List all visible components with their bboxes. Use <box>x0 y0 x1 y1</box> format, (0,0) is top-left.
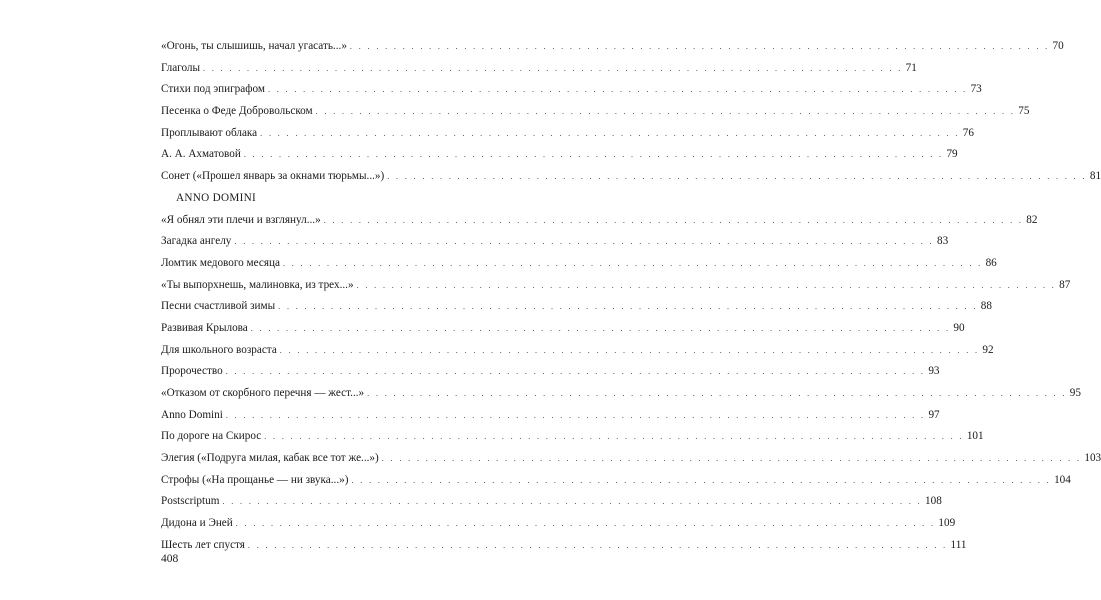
toc-entry <box>161 36 1064 58</box>
toc-entry <box>161 123 974 145</box>
toc-entry-title: «Я обнял эти плечи и взглянул...» <box>161 213 321 226</box>
dot-leader: . . . . . . . . . . . . . . . . . . . . . . . . . . . . . . . . . . . . . . . . . . . . . . . . . . . . . . . . . . . . . . . . . . . . . . . . . . . . . . . . <box>351 475 1052 485</box>
toc-entry-title: По дороге на Скирос <box>161 430 262 443</box>
toc-entry-page: 71 <box>905 61 917 74</box>
toc-entry-page: 86 <box>985 256 997 269</box>
toc-entry <box>161 405 940 427</box>
toc-entry-title: «Огонь, ты слышишь, начал угасать...» <box>161 40 347 52</box>
toc-entry-title: Проплывают облака <box>161 126 258 139</box>
dot-leader: . . . . . . . . . . . . . . . . . . . . . . . . . . . . . . . . . . . . . . . . . . . . . . . . . . . . . . . . . . . . . . . . . . . . . . . . . . . . . . . . <box>381 454 1082 464</box>
toc-entry-page: 90 <box>953 321 965 334</box>
toc-entry-page: 83 <box>937 235 949 248</box>
dot-leader: . . . . . . . . . . . . . . . . . . . . . . . . . . . . . . . . . . . . . . . . . . . . . . . . . . . . . . . . . . . . . . . . . . . . . . . . . . . . . . . . <box>203 63 903 73</box>
dot-leader: . . . . . . . . . . . . . . . . . . . . . . . . . . . . . . . . . . . . . . . . . . . . . . . . . . . . . . . . . . . . . . . . . . . . . . . . . . . . . . . . <box>282 258 983 268</box>
toc-entry-title: Строфы («На прощанье — ни звука...») <box>161 473 349 486</box>
toc-entry-page: 92 <box>982 343 994 356</box>
toc-entry <box>161 361 940 383</box>
toc-entry-title: Дидона и Эней <box>161 517 233 530</box>
dot-leader: . . . . . . . . . . . . . . . . . . . . . . . . . . . . . . . . . . . . . . . . . . . . . . . . . . . . . . . . . . . . . . . . . . . . . . . . . . . . . . . . <box>323 215 1024 225</box>
toc-entry <box>161 340 994 362</box>
toc-entry <box>161 491 942 513</box>
toc-entry-page: 87 <box>1059 278 1071 291</box>
toc-entry-page: 76 <box>962 126 974 139</box>
toc-entry-page: 97 <box>928 408 940 421</box>
toc-entry-page: 101 <box>966 430 984 443</box>
toc-entry <box>161 470 1071 492</box>
toc-entry <box>161 210 1038 232</box>
toc-entry-title: Песенка о Феде Добровольском <box>161 105 313 118</box>
toc-entry <box>161 448 1101 470</box>
toc-entry <box>161 231 949 253</box>
dot-leader: . . . . . . . . . . . . . . . . . . . . . . . . . . . . . . . . . . . . . . . . . . . . . . . . . . . . . . . . . . . . . . . . . . . . . . . . . . . . . . . . <box>315 107 1016 117</box>
toc-entry-page: 81 <box>1089 170 1101 183</box>
toc-entry-title: Пророчество <box>161 365 223 378</box>
dot-leader: . . . . . . . . . . . . . . . . . . . . . . . . . . . . . . . . . . . . . . . . . . . . . . . . . . . . . . . . . . . . . . . . . . . . . . . . . . . . . . . . <box>367 389 1067 398</box>
toc-entry-title: Глаголы <box>161 61 201 74</box>
page-number: 408 <box>161 553 179 565</box>
toc-entry-title: Anno Domini <box>161 408 223 421</box>
toc-entry-title: Загадка ангелу <box>161 235 232 248</box>
toc-entry-page: 111 <box>950 538 967 551</box>
toc-entry-page: 104 <box>1054 473 1071 486</box>
toc-entry-page: 70 <box>1052 40 1064 52</box>
toc-entry <box>161 166 1101 188</box>
dot-leader: . . . . . . . . . . . . . . . . . . . . . . . . . . . . . . . . . . . . . . . . . . . . . . . . . . . . . . . . . . . . . . . . . . . . . . . . . . . . . . . . <box>222 497 923 507</box>
toc-entry-title: Шесть лет спустя <box>161 538 245 551</box>
toc-entry-title: Сонет («Прошел январь за окнами тюрьмы...») <box>161 170 385 183</box>
toc-entry-page: 95 <box>1069 387 1081 399</box>
dot-leader: . . . . . . . . . . . . . . . . . . . . . . . . . . . . . . . . . . . . . . . . . . . . . . . . . . . . . . . . . . . . . . . . . . . . . . . . . . . . . . . . <box>247 540 948 550</box>
dot-leader: . . . . . . . . . . . . . . . . . . . . . . . . . . . . . . . . . . . . . . . . . . . . . . . . . . . . . . . . . . . . . . . . . . . . . . . . . . . . . . . . <box>278 302 978 312</box>
toc-entry-title: Стихи под эпиграфом <box>161 83 265 96</box>
toc-entry-title: Песни счастливой зимы <box>161 300 276 313</box>
dot-leader: . . . . . . . . . . . . . . . . . . . . . . . . . . . . . . . . . . . . . . . . . . . . . . . . . . . . . . . . . . . . . . . . . . . . . . . . . . . . . . . . <box>243 150 944 160</box>
toc-entry-title: А. А. Ахматовой <box>161 148 241 161</box>
dot-leader: . . . . . . . . . . . . . . . . . . . . . . . . . . . . . . . . . . . . . . . . . . . . . . . . . . . . . . . . . . . . . . . . . . . . . . . . . . . . . . . . <box>279 345 980 355</box>
dot-leader: . . . . . . . . . . . . . . . . . . . . . . . . . . . . . . . . . . . . . . . . . . . . . . . . . . . . . . . . . . . . . . . . . . . . . . . . . . . . . . . . <box>234 237 934 247</box>
dot-leader: . . . . . . . . . . . . . . . . . . . . . . . . . . . . . . . . . . . . . . . . . . . . . . . . . . . . . . . . . . . . . . . . . . . . . . . . . . . . . . . . <box>264 432 964 442</box>
dot-leader: . . . . . . . . . . . . . . . . . . . . . . . . . . . . . . . . . . . . . . . . . . . . . . . . . . . . . . . . . . . . . . . . . . . . . . . . . . . . . . . . <box>356 280 1057 290</box>
toc-entry-title: Ломтик медового месяца <box>161 256 280 269</box>
toc-entry <box>161 426 984 448</box>
toc-entries-group <box>161 210 1101 557</box>
toc-entry-page: 88 <box>980 300 992 313</box>
toc-entry-title: Развивая Крылова <box>161 321 248 334</box>
toc-entry <box>161 296 992 318</box>
toc-entry-page: 93 <box>928 365 940 378</box>
toc-entry <box>161 318 965 340</box>
dot-leader: . . . . . . . . . . . . . . . . . . . . . . . . . . . . . . . . . . . . . . . . . . . . . . . . . . . . . . . . . . . . . . . . . . . . . . . . . . . . . . . . <box>250 323 951 333</box>
dot-leader: . . . . . . . . . . . . . . . . . . . . . . . . . . . . . . . . . . . . . . . . . . . . . . . . . . . . . . . . . . . . . . . . . . . . . . . . . . . . . . . . <box>260 128 960 138</box>
toc-entry-title: Для школьного возраста <box>161 343 277 356</box>
toc-entry-title: Элегия («Подруга милая, кабак все тот же...») <box>161 452 379 465</box>
toc-entry <box>161 275 1071 297</box>
dot-leader: . . . . . . . . . . . . . . . . . . . . . . . . . . . . . . . . . . . . . . . . . . . . . . . . . . . . . . . . . . . . . . . . . . . . . . . . . . . . . . . . <box>225 367 926 377</box>
toc-entry-page: 108 <box>925 495 942 508</box>
dot-leader: . . . . . . . . . . . . . . . . . . . . . . . . . . . . . . . . . . . . . . . . . . . . . . . . . . . . . . . . . . . . . . . . . . . . . . . . . . . . . . . . <box>387 172 1087 182</box>
toc-entry <box>161 513 956 535</box>
toc-entry <box>161 383 1081 405</box>
toc-entry <box>161 253 997 275</box>
toc-entry <box>161 101 1030 123</box>
table-of-contents <box>161 36 1101 557</box>
section-heading: ANNO DOMINI <box>176 191 257 204</box>
toc-entry-page: 79 <box>946 148 958 161</box>
dot-leader: . . . . . . . . . . . . . . . . . . . . . . . . . . . . . . . . . . . . . . . . . . . . . . . . . . . . . . . . . . . . . . . . . . . . . . . . . . . . . . . . <box>225 410 926 420</box>
toc-entry <box>161 535 967 557</box>
toc-entry <box>161 58 917 80</box>
toc-entries-group <box>161 36 1101 188</box>
toc-entry-page: 103 <box>1084 452 1101 465</box>
dot-leader: . . . . . . . . . . . . . . . . . . . . . . . . . . . . . . . . . . . . . . . . . . . . . . . . . . . . . . . . . . . . . . . . . . . . . . . . . . . . . . . . <box>235 519 936 529</box>
dot-leader: . . . . . . . . . . . . . . . . . . . . . . . . . . . . . . . . . . . . . . . . . . . . . . . . . . . . . . . . . . . . . . . . . . . . . . . . . . . . . . . . <box>267 85 968 95</box>
dot-leader: . . . . . . . . . . . . . . . . . . . . . . . . . . . . . . . . . . . . . . . . . . . . . . . . . . . . . . . . . . . . . . . . . . . . . . . . . . . . . . . . <box>349 42 1050 51</box>
toc-entry <box>161 79 982 101</box>
toc-entry-page: 73 <box>970 83 982 96</box>
toc-entry-title: «Ты выпорхнешь, малиновка, из трех...» <box>161 278 354 291</box>
toc-entry-page: 75 <box>1018 105 1030 118</box>
toc-entry-page: 82 <box>1026 213 1038 226</box>
toc-entry-title: «Отказом от скорбного перечня — жест...» <box>161 387 365 399</box>
toc-entry-title: Postscriptum <box>161 495 220 508</box>
toc-entry-page: 109 <box>938 517 956 530</box>
toc-entry <box>161 144 958 166</box>
